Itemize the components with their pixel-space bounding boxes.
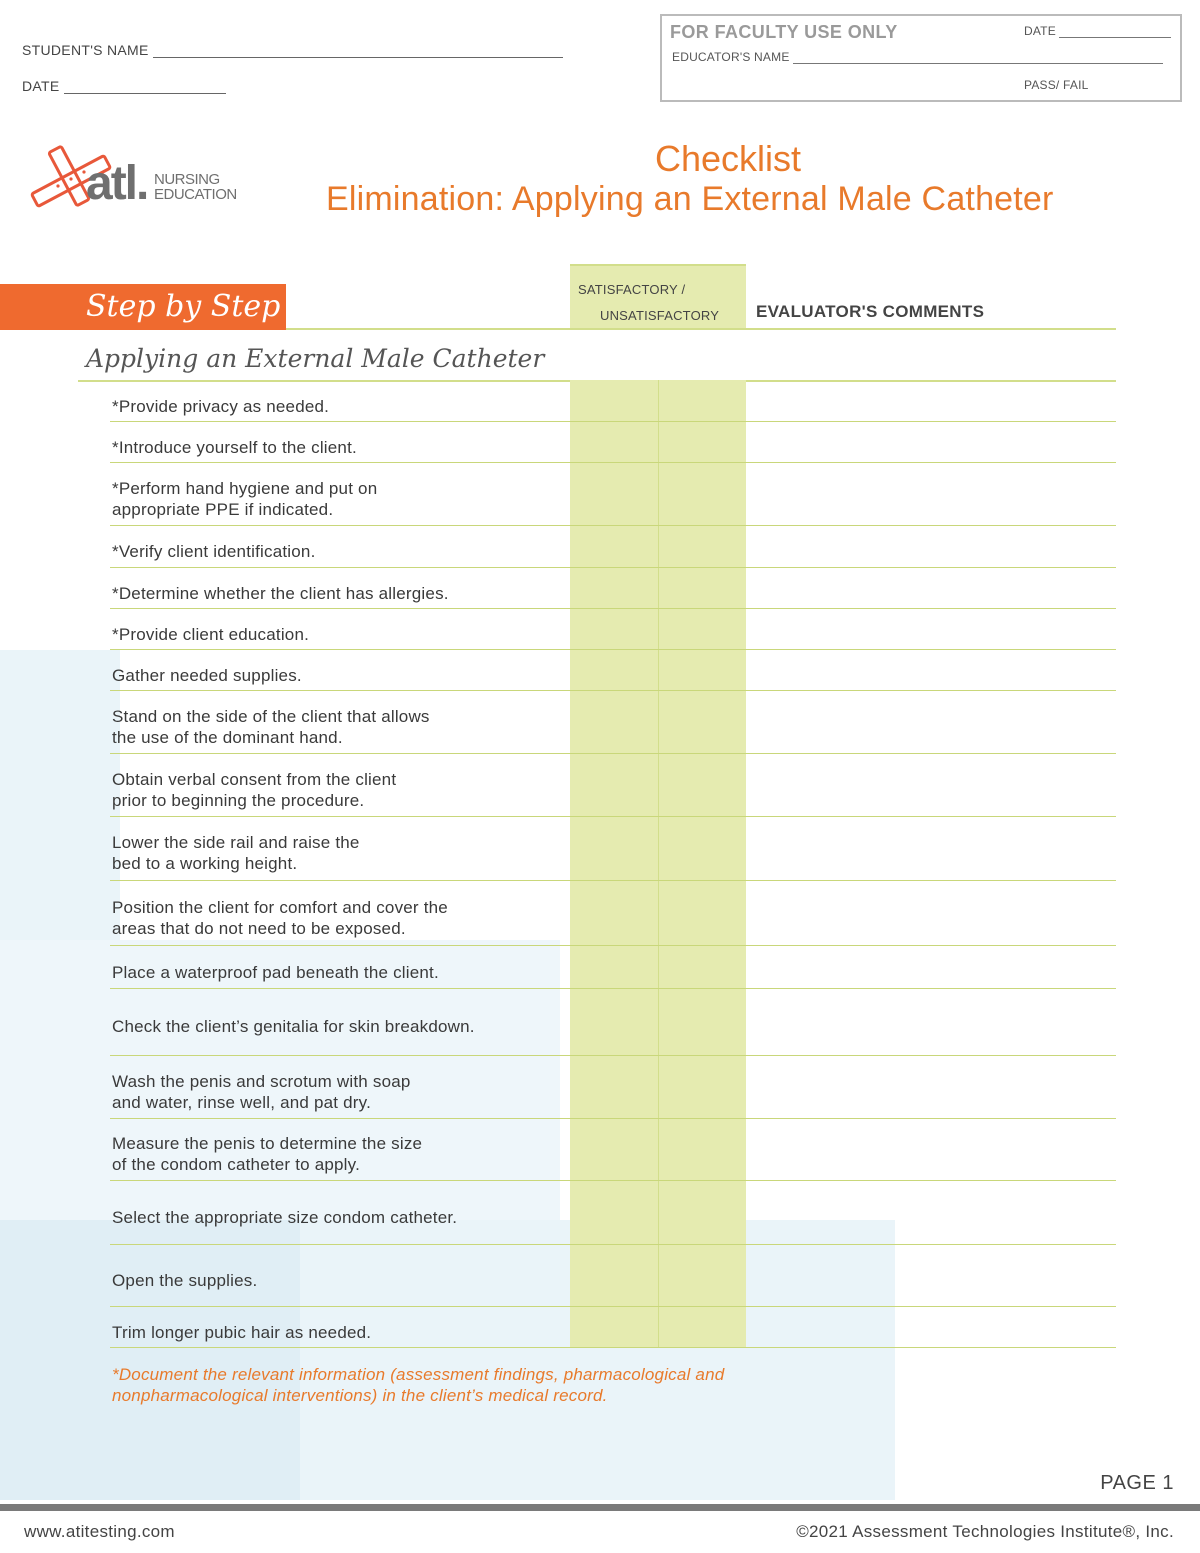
row-divider <box>110 690 1116 691</box>
row-divider <box>110 421 1116 422</box>
checklist-step: *Provide privacy as needed. <box>112 397 330 416</box>
student-date-line[interactable] <box>64 80 226 94</box>
logo-line2: EDUCATION <box>154 186 237 203</box>
faculty-date-label: DATE <box>1024 24 1056 38</box>
footer-bar <box>0 1504 1200 1511</box>
page-subtitle: Elimination: Applying an External Male Catheter <box>326 180 1054 218</box>
checklist-step: Lower the side rail and raise the bed to a working height. <box>112 833 360 873</box>
checklist-step: Measure the penis to determine the size of the condom catheter to apply. <box>112 1134 423 1174</box>
faculty-title: FOR FACULTY USE ONLY <box>670 22 898 42</box>
row-divider <box>110 1244 1116 1245</box>
checklist-step: *Provide client education. <box>112 625 310 644</box>
student-date-field[interactable] <box>22 78 226 94</box>
row-divider <box>110 1055 1116 1056</box>
checklist-step: Check the client’s genitalia for skin breakdown. <box>112 1017 475 1036</box>
faculty-date-field[interactable] <box>1024 24 1171 38</box>
row-divider <box>110 988 1116 989</box>
checklist-step: Gather needed supplies. <box>112 666 302 685</box>
step-by-step-banner: Step by Step <box>0 284 286 330</box>
student-date-label: DATE <box>22 78 60 94</box>
checklist-step: Stand on the side of the client that allows the use of the dominant hand. <box>112 707 430 747</box>
website-link[interactable]: www.atitesting.com <box>24 1522 175 1541</box>
row-divider <box>110 608 1116 609</box>
educator-name-label: EDUCATOR'S NAME <box>672 50 790 64</box>
faculty-date-line[interactable] <box>1059 26 1171 38</box>
section-title: Applying an External Male Catheter <box>86 344 545 373</box>
row-divider <box>110 649 1116 650</box>
header-divider <box>286 328 1116 330</box>
row-divider <box>110 880 1116 881</box>
checklist-step: Place a waterproof pad beneath the client. <box>112 963 439 982</box>
logo-atl-text: atl. <box>86 157 148 210</box>
satisfactory-label: SATISFACTORY / <box>578 282 686 297</box>
documentation-footnote: *Document the relevant information (assessment findings, pharmacological and nonpharmacological interventions) in the client’s medical record. <box>112 1365 725 1405</box>
educator-name-line[interactable] <box>793 52 1163 64</box>
row-divider <box>110 1347 1116 1348</box>
evaluator-comments-header: EVALUATOR'S COMMENTS <box>756 302 985 321</box>
checklist-step: *Introduce yourself to the client. <box>112 438 357 457</box>
row-divider <box>110 816 1116 817</box>
pass-fail-field[interactable] <box>1024 78 1088 92</box>
unsatisfactory-label: UNSATISFACTORY <box>600 308 720 323</box>
checklist-step: Wash the penis and scrotum with soap and water, rinse well, and pat dry. <box>112 1072 411 1112</box>
checklist-step: Open the supplies. <box>112 1271 258 1290</box>
checklist-step: *Determine whether the client has allergies. <box>112 584 449 603</box>
page-number: PAGE 1 <box>1100 1472 1174 1494</box>
logo-line1: NURSING <box>154 171 220 188</box>
student-name-label: STUDENT'S NAME <box>22 42 149 58</box>
faculty-use-box <box>660 14 1182 102</box>
educator-name-field[interactable] <box>672 50 1163 64</box>
row-divider <box>110 1306 1116 1307</box>
checklist-step: Select the appropriate size condom catheter. <box>112 1208 458 1227</box>
copyright-text: ©2021 Assessment Technologies Institute®, Inc. <box>796 1522 1174 1541</box>
row-divider <box>110 1118 1116 1119</box>
row-divider <box>110 525 1116 526</box>
checklist-step: Obtain verbal consent from the client prior to beginning the procedure. <box>112 770 397 810</box>
row-divider <box>110 567 1116 568</box>
row-divider <box>110 753 1116 754</box>
student-name-field[interactable] <box>22 42 563 58</box>
satisfactory-column-header <box>570 264 746 328</box>
student-name-line[interactable] <box>153 44 563 58</box>
row-divider <box>110 945 1116 946</box>
row-divider <box>110 462 1116 463</box>
background-shape <box>0 1220 300 1500</box>
checklist-step: *Verify client identification. <box>112 542 316 561</box>
checklist-step: *Perform hand hygiene and put on appropriate PPE if indicated. <box>112 479 378 519</box>
checklist-step: Trim longer pubic hair as needed. <box>112 1323 372 1342</box>
row-divider <box>110 1180 1116 1181</box>
checklist-step: Position the client for comfort and cover the areas that do not need to be exposed. <box>112 898 448 938</box>
pass-fail-label: PASS/ FAIL <box>1024 78 1089 92</box>
page-title: Checklist <box>654 138 802 179</box>
